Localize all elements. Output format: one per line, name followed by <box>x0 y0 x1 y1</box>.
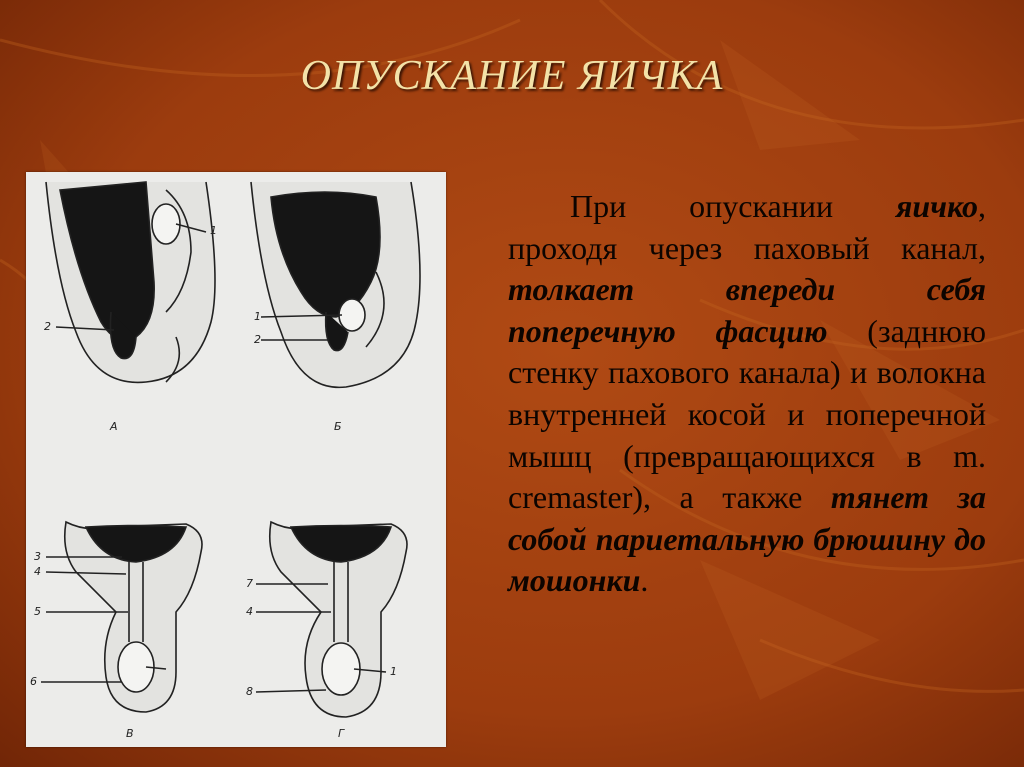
panel-letter-v: В <box>126 727 134 740</box>
label-b-2: 2 <box>254 333 261 346</box>
testis-descent-illustration <box>26 172 446 747</box>
emphasis-pushes-fascia: толкает впереди себя поперечную фасцию <box>508 271 986 349</box>
body-paragraph <box>508 186 986 602</box>
text-run-1: При опускании <box>570 188 834 224</box>
label-c-3: 3 <box>34 550 41 563</box>
slide-title: ОПУСКАНИЕ ЯИЧКА <box>300 53 724 99</box>
label-d-4: 4 <box>246 605 253 618</box>
label-c-6: 6 <box>30 675 37 688</box>
label-c-4: 4 <box>34 565 41 578</box>
text-run-2: , проходя через паховый канал, <box>508 188 986 266</box>
emphasis-pulls-peritoneum: тянет за собой париетальную брюшину до мошонки <box>508 479 987 599</box>
label-c-5: 5 <box>34 605 41 618</box>
panel-letter-b: Б <box>334 420 342 433</box>
label-b-1: 1 <box>254 310 261 323</box>
anatomy-figure <box>26 172 446 747</box>
text-run-3: (заднюю стенку пахового канала) и волокна внутренней косой и поперечной мышц (превращающихся в m. cremaster), а также <box>508 312 987 516</box>
label-a-2: 2 <box>44 320 51 333</box>
label-d-8: 8 <box>246 685 253 698</box>
label-a-1: 1 <box>210 224 217 237</box>
label-d-7: 7 <box>246 577 253 590</box>
text-run-4: . <box>640 562 649 599</box>
emphasis-testis: яичко <box>895 188 978 224</box>
panel-letter-g: Г <box>338 727 345 740</box>
label-d-1: 1 <box>390 665 397 678</box>
panel-letter-a: А <box>110 420 118 433</box>
